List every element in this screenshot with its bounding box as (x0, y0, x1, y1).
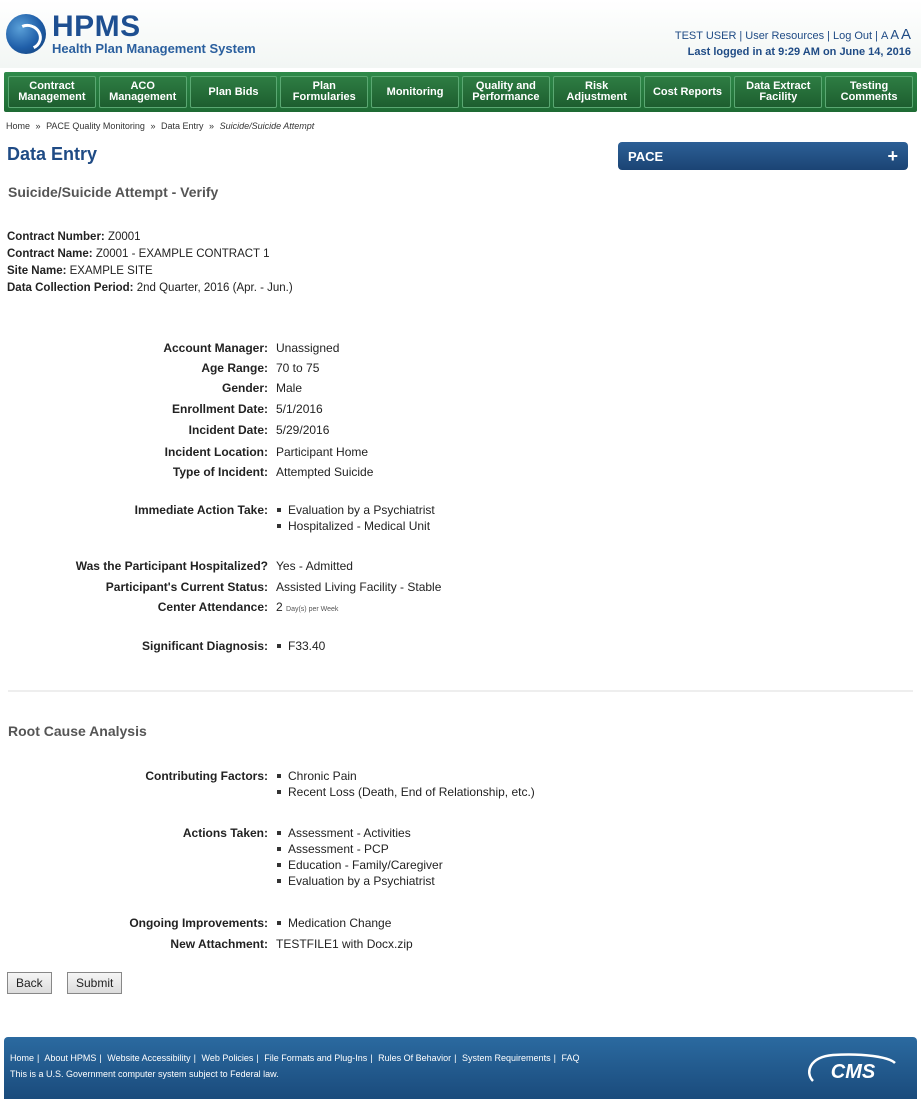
section-title: Suicide/Suicide Attempt - Verify (8, 184, 219, 200)
contract-number: Z0001 (107, 231, 141, 243)
nav-risk-adjustment[interactable]: Risk Adjustment (553, 76, 641, 108)
incident-type-row: Type of Incident: Attempted Suicide (0, 462, 373, 482)
hpms-logo[interactable] (6, 6, 256, 62)
font-size-medium[interactable]: A (890, 27, 899, 42)
footer-home-link[interactable]: Home (10, 1053, 35, 1063)
footer-about-link[interactable]: About HPMS (44, 1053, 97, 1063)
section-divider (8, 690, 913, 692)
nav-contract-management[interactable]: Contract Management (8, 76, 96, 108)
main-nav (4, 72, 917, 112)
hospitalized-row: Was the Participant Hospitalized? Yes - Admitted (0, 556, 353, 576)
page-footer (4, 1037, 917, 1099)
logo-subtitle: Health Plan Management System (52, 40, 256, 56)
incident-date-row: Incident Date: 5/29/2016 (0, 420, 329, 440)
last-login: Last logged in at 9:29 AM on June 14, 2016 (687, 46, 911, 58)
back-button[interactable]: Back (7, 972, 52, 994)
footer-web-policies-link[interactable]: Web Policies (201, 1053, 254, 1063)
nav-plan-formularies[interactable]: Plan Formularies (280, 76, 368, 108)
contract-info: Contract Number: Z0001 Contract Name: Z0001 - EXAMPLE CONTRACT 1 Site Name: EXAMPLE SITE Data Collection Period: 2nd Quarter, 2016 (Apr. - Jun.) (7, 231, 293, 294)
list-item: Assessment - PCP (276, 841, 443, 857)
incident-location-row: Incident Location: Participant Home (0, 442, 368, 462)
site-name: EXAMPLE SITE (69, 265, 153, 277)
new-attachment-row: New Attachment: TESTFILE1 with Docx.zip (0, 934, 413, 954)
list-item: Assessment - Activities (276, 825, 443, 841)
list-item: Recent Loss (Death, End of Relationship, etc.) (276, 784, 535, 800)
footer-note: This is a U.S. Government computer system subject to Federal law. (10, 1069, 279, 1079)
breadcrumb-pace-quality-monitoring[interactable]: PACE Quality Monitoring (46, 121, 145, 131)
data-collection-period: 2nd Quarter, 2016 (Apr. - Jun.) (136, 282, 293, 294)
center-attendance-row: Center Attendance: 2 Day(s) per Week (157, 600, 339, 614)
new-attachment-value: TESTFILE1 with Docx.zip (276, 937, 413, 951)
enrollment-date-value: 5/1/2016 (276, 402, 323, 416)
font-size-large[interactable]: A (900, 26, 911, 43)
contract-name: Z0001 - EXAMPLE CONTRACT 1 (95, 248, 270, 260)
globe-icon (6, 14, 46, 54)
center-attendance-value: 2 (276, 600, 283, 614)
nav-plan-bids[interactable]: Plan Bids (190, 76, 278, 108)
plus-icon[interactable]: + (887, 146, 898, 166)
center-attendance-unit: Day(s) per Week (286, 606, 339, 613)
submit-button[interactable]: Submit (67, 972, 122, 994)
list-item: F33.40 (276, 638, 325, 654)
footer-system-req-link[interactable]: System Requirements (462, 1053, 551, 1063)
nav-quality-performance[interactable]: Quality and Performance (462, 76, 550, 108)
footer-file-formats-link[interactable]: File Formats and Plug-Ins (264, 1053, 368, 1063)
root-cause-analysis-title: Root Cause Analysis (8, 723, 147, 739)
nav-cost-reports[interactable]: Cost Reports (644, 76, 732, 108)
diagnosis-row: Significant Diagnosis: F33.40 (141, 639, 326, 653)
breadcrumb: Home » PACE Quality Monitoring » Data Entry » Suicide/Suicide Attempt (6, 121, 315, 131)
age-range-value: 70 to 75 (276, 361, 320, 375)
breadcrumb-home[interactable]: Home (6, 121, 31, 131)
ongoing-improvements-row: Ongoing Improvements: Medication Change (129, 916, 392, 930)
list-item: Hospitalized - Medical Unit (276, 518, 435, 534)
cms-logo[interactable] (803, 1051, 899, 1087)
breadcrumb-current: Suicide/Suicide Attempt (219, 121, 315, 131)
list-item: Evaluation by a Psychiatrist (276, 502, 435, 518)
list-item: Chronic Pain (276, 768, 535, 784)
footer-links: Home | About HPMS | Website Accessibility | Web Policies | File Formats and Plug-Ins | Rules Of Behavior | System Requirements | FAQ (10, 1053, 580, 1063)
log-out-link[interactable]: Log Out (832, 30, 873, 42)
cms-logo-text: CMS (830, 1061, 876, 1083)
nav-monitoring[interactable]: Monitoring (371, 76, 459, 108)
list-item: Medication Change (276, 915, 391, 931)
incident-location-value: Participant Home (276, 445, 369, 459)
page-header (0, 0, 921, 68)
account-manager-row: Account Manager: Unassigned (0, 338, 339, 358)
immediate-action-row: Immediate Action Take: Evaluation by a Psychiatrist Hospitalized - Medical Unit (134, 503, 435, 533)
current-status-row: Participant's Current Status: Assisted Living Facility - Stable (0, 577, 441, 597)
age-range-row: Age Range: 70 to 75 (0, 358, 319, 378)
footer-accessibility-link[interactable]: Website Accessibility (107, 1053, 191, 1063)
gender-value: Male (276, 381, 303, 395)
footer-rules-link[interactable]: Rules Of Behavior (378, 1053, 452, 1063)
gender-row: Gender: Male (0, 378, 302, 398)
account-manager-value: Unassigned (276, 341, 340, 355)
pace-panel-toggle[interactable] (618, 142, 908, 170)
hospitalized-value: Yes - Admitted (276, 559, 353, 573)
username: TEST USER (674, 30, 737, 42)
actions-taken-row: Actions Taken: Assessment - Activities Assessment - PCP Education - Family/Caregiver Evaluation by a Psychiatrist (182, 826, 443, 888)
pace-panel-title: PACE (628, 148, 664, 164)
contributing-factors-row: Contributing Factors: Chronic Pain Recent Loss (Death, End of Relationship, etc.) (145, 769, 535, 799)
nav-data-extract-facility[interactable]: Data Extract Facility (734, 76, 822, 108)
user-links: TEST USER | User Resources | Log Out | A A A Last logged in at 9:29 AM on June 14, 2016 (674, 26, 911, 58)
user-resources-link[interactable]: User Resources (745, 30, 825, 42)
font-size-small[interactable]: A (880, 30, 889, 42)
logo-title: HPMS (52, 9, 141, 43)
incident-type-value: Attempted Suicide (276, 465, 374, 479)
nav-aco-management[interactable]: ACO Management (99, 76, 187, 108)
enrollment-date-row: Enrollment Date: 5/1/2016 (0, 399, 323, 419)
nav-testing-comments[interactable]: Testing Comments (825, 76, 913, 108)
page-title: Data Entry (7, 144, 98, 164)
breadcrumb-data-entry[interactable]: Data Entry (160, 121, 204, 131)
current-status-value: Assisted Living Facility - Stable (276, 580, 442, 594)
footer-faq-link[interactable]: FAQ (561, 1053, 580, 1063)
list-item: Education - Family/Caregiver (276, 857, 443, 873)
incident-date-value: 5/29/2016 (276, 423, 330, 437)
list-item: Evaluation by a Psychiatrist (276, 873, 443, 889)
